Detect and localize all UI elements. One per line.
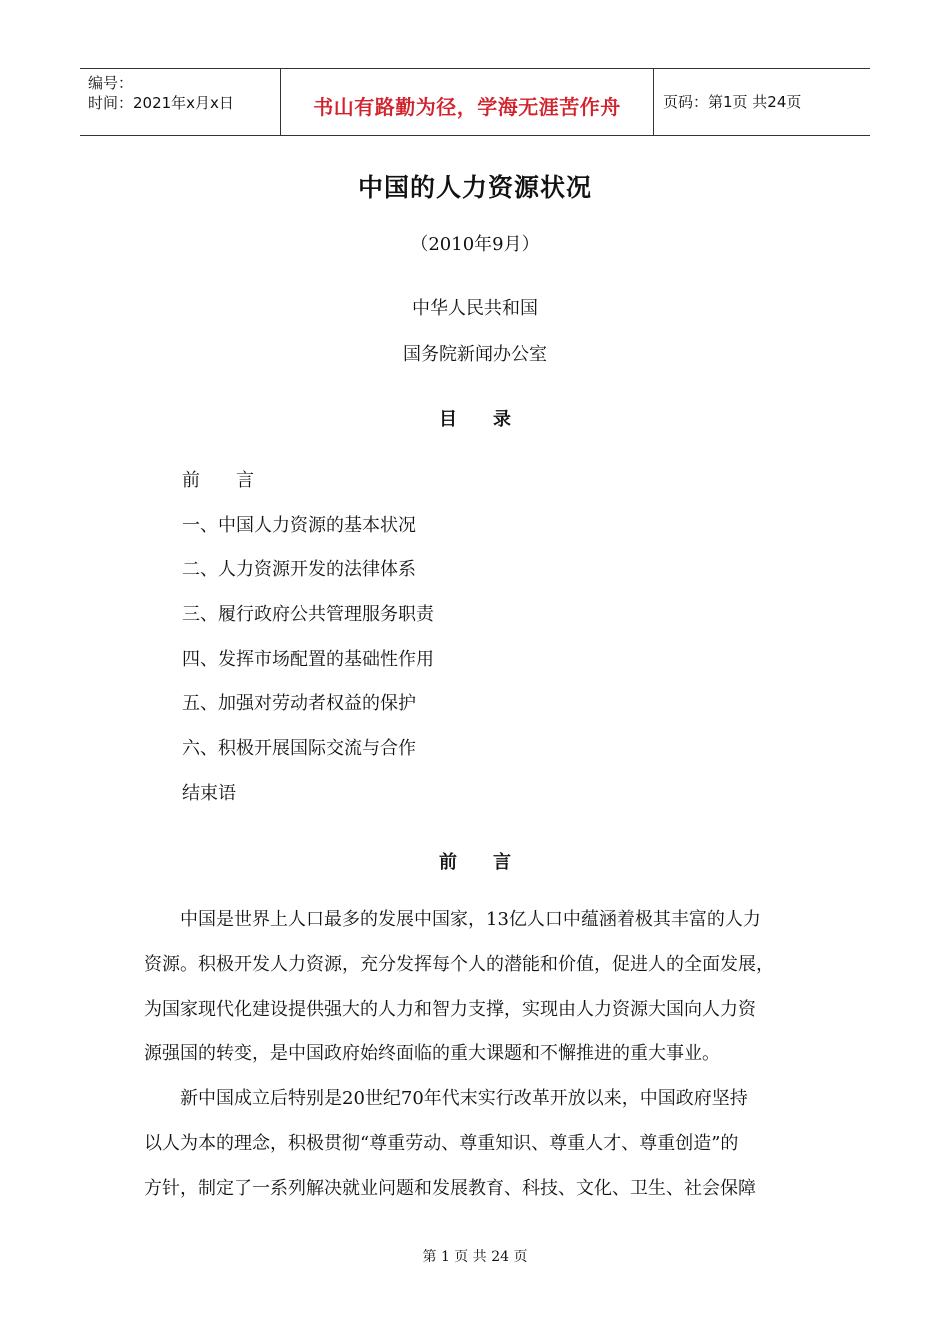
number-label: 编号：: [88, 74, 134, 92]
paragraph-line: 新中国成立后特别是20世纪70年代末实行改革开放以来，中国政府坚持: [144, 1088, 748, 1109]
paragraph-line: 中国是世界上人口最多的发展中国家，13亿人口中蕴涵着极其丰富的人力: [144, 909, 761, 930]
paragraph-line: 方针，制定了一系列解决就业问题和发展教育、科技、文化、卫生、社会保障: [144, 1177, 756, 1199]
paragraph-line: 源强国的转变，是中国政府始终面临的重大课题和不懈推进的重大事业。: [144, 1043, 720, 1065]
toc-item: 四、发挥市场配置的基础性作用: [182, 648, 434, 670]
document-header: [80, 68, 870, 136]
paragraph-line: 以人为本的理念，积极贯彻“尊重劳动、尊重知识、尊重人才、尊重创造”的: [144, 1132, 739, 1154]
toc-item: 结束语: [182, 782, 236, 804]
page-info: 页码：第1页 共24页: [663, 93, 802, 111]
page-footer: 第 1 页 共 24 页: [422, 1249, 528, 1265]
issuer-line-2: 国务院新闻办公室: [403, 344, 547, 365]
preface-paragraph-2: [144, 1077, 804, 1211]
issuer-line-1: 中华人民共和国: [412, 298, 538, 319]
toc-item: 五、加强对劳动者权益的保护: [182, 693, 416, 715]
paragraph-line: 资源。积极开发人力资源，充分发挥每个人的潜能和价值，促进人的全面发展，: [144, 953, 774, 975]
page-info-cell: [654, 69, 870, 135]
time-label: 时间：2021年x月x日: [88, 94, 234, 112]
preface-heading: 前 言: [439, 852, 511, 873]
table-of-contents: [182, 468, 434, 826]
preface-paragraph-1: [144, 898, 804, 1077]
document-title: 中国的人力资源状况: [357, 173, 592, 202]
motto-text: 书山有路勤为径，学海无涯苦作舟: [313, 94, 621, 119]
motto-cell: [281, 69, 654, 135]
header-meta-cell: [80, 69, 281, 135]
document-date: （2010年9月）: [410, 234, 540, 255]
toc-item: 一、中国人力资源的基本状况: [182, 514, 416, 536]
paragraph-line: 为国家现代化建设提供强大的人力和智力支撑，实现由人力资源大国向人力资: [144, 998, 756, 1020]
toc-item: 六、积极开展国际交流与合作: [182, 738, 416, 760]
toc-item: 二、人力资源开发的法律体系: [182, 559, 416, 581]
toc-item: 前 言: [182, 470, 254, 491]
toc-item: 三、履行政府公共管理服务职责: [182, 604, 434, 626]
toc-heading: 目 录: [439, 409, 511, 430]
